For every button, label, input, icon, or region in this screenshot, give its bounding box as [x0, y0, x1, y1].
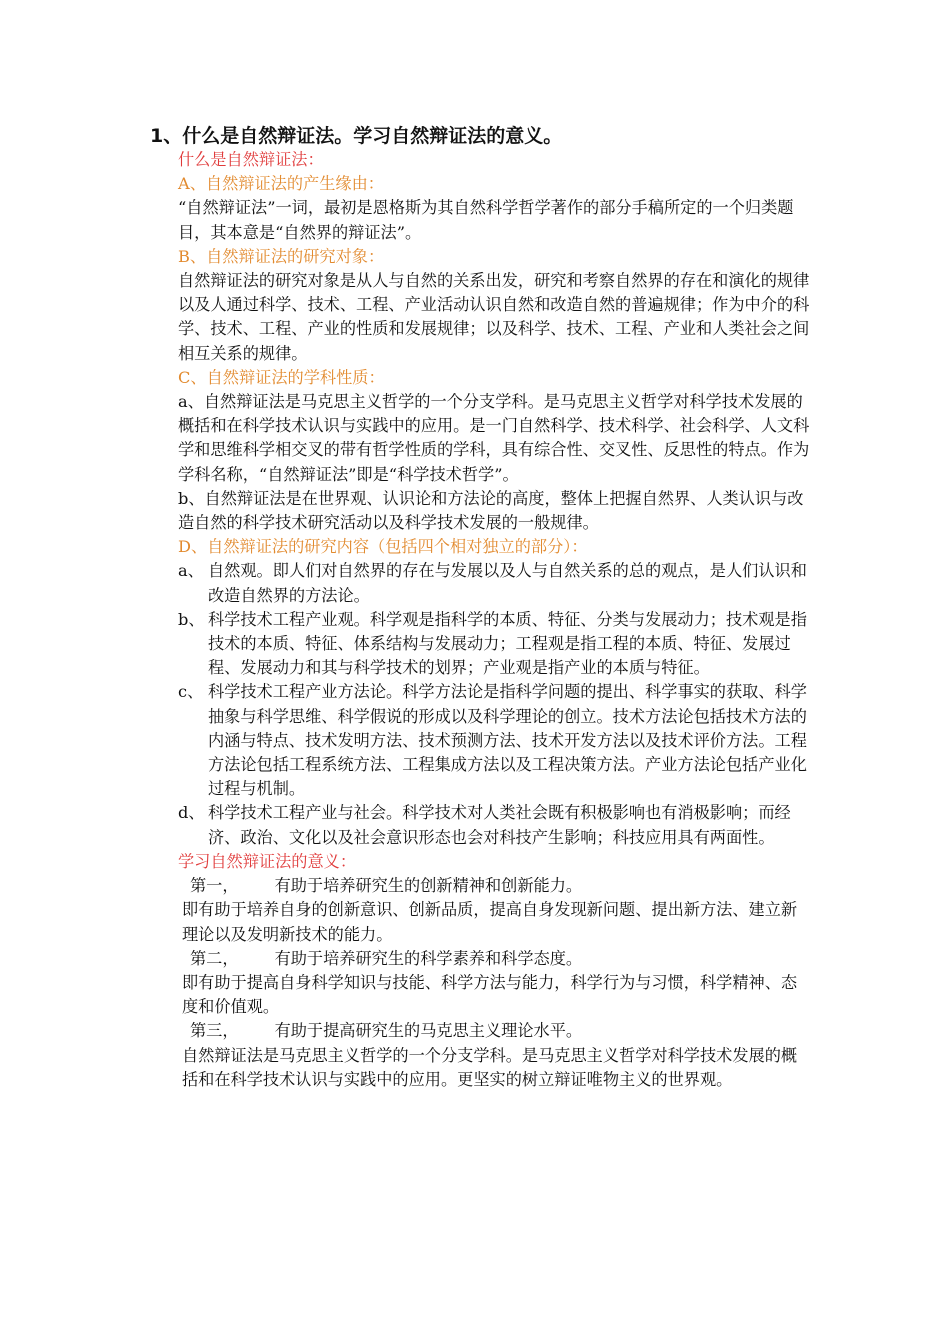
list-item	[178, 801, 810, 849]
meaning-point-text: 即有助于培养自身的创新意识、创新品质，提高自身发现新问题、提出新方法、建立新理论以及发明新技术的能力。	[182, 900, 798, 944]
meaning-point-heading	[190, 947, 810, 971]
section-b-text: 自然辩证法的研究对象是从人与自然的关系出发，研究和考察自然界的存在和演化的规律以及人通过科学、技术、工程、产业活动认识自然和改造自然的普遍规律；作为中介的科学、技术、工程、产业的性质和发展规律；以及科学、技术、工程、产业和人类社会之间相互关系的规律。	[178, 271, 810, 363]
section-a-heading: A、自然辩证法的产生缘由：	[178, 174, 384, 194]
what-heading: 什么是自然辩证法：	[178, 150, 324, 169]
list-item	[178, 559, 810, 607]
list-marker: a、	[178, 561, 204, 581]
meaning-ordinal: 第一，	[190, 876, 239, 896]
meaning-headline: 有助于提高研究生的马克思主义理论水平。	[274, 1021, 583, 1041]
section-c-para-b: b、自然辩证法是在世界观、认识论和方法论的高度，整体上把握自然界、人类认识与改造自然的科学技术研究活动以及科学技术发展的一般规律。	[178, 488, 804, 533]
list-marker: c、	[178, 682, 204, 702]
question-title: 1、什么是自然辩证法。学习自然辩证法的意义。	[150, 125, 563, 147]
section-c-heading: C、自然辩证法的学科性质：	[178, 367, 385, 387]
list-item	[178, 608, 810, 681]
section-a-text: “自然辩证法”一词，最初是恩格斯为其自然科学哲学著作的部分手稿所定的一个归类题目，其本意是“自然界的辩证法”。	[178, 198, 794, 242]
meaning-headline: 有助于培养研究生的科学素养和科学态度。	[274, 948, 583, 968]
meaning-point-text: 自然辩证法是马克思主义哲学的一个分支学科。是马克思主义哲学对科学技术发展的概括和在科学技术认识与实践中的应用。更坚实的树立辩证唯物主义的世界观。	[182, 1045, 798, 1089]
meaning-headline: 有助于培养研究生的创新精神和创新能力。	[274, 876, 583, 896]
list-item-text: 自然观。即人们对自然界的存在与发展以及人与自然关系的总的观点，是人们认识和改造自然界的方法论。	[208, 561, 807, 605]
section-d-heading: D、自然辩证法的研究内容（包括四个相对独立的部分）：	[178, 537, 588, 557]
section-c-para-a: a、自然辩证法是马克思主义哲学的一个分支学科。是马克思主义哲学对科学技术发展的概括和在科学技术认识与实践中的应用。是一门自然科学、技术科学、社会科学、人文科学和思维科学相交叉的带有哲学性质的学科，具有综合性、交叉性、反思性的特点。作为学科名称，“自然辩证法”即是“科学技术哲学”。	[178, 392, 810, 484]
meaning-ordinal: 第三，	[190, 1021, 239, 1041]
list-marker: b、	[178, 609, 205, 629]
meaning-point-heading	[190, 1019, 810, 1043]
list-item	[178, 680, 810, 801]
list-item-text: 科学技术工程产业与社会。科学技术对人类社会既有积极影响也有消极影响；而经济、政治、文化以及社会意识形态也会对科技产生影响；科技应用具有两面性。	[208, 803, 791, 847]
list-item-text: 科学技术工程产业方法论。科学方法论是指科学问题的提出、科学事实的获取、科学抽象与科学思维、科学假说的形成以及科学理论的创立。技术方法论包括技术方法的内涵与特点、技术发明方法、技术预测方法、技术开发方法以及技术评价方法。工程方法论包括工程系统方法、工程集成方法以及工程决策方法。产业方法论包括产业化过程与机制。	[208, 682, 807, 799]
list-marker: d、	[178, 803, 205, 823]
meaning-point-heading	[190, 874, 810, 898]
section-b-heading: B、自然辩证法的研究对象：	[178, 246, 385, 266]
meaning-point-text: 即有助于提高自身科学知识与技能、科学方法与能力，科学行为与习惯，科学精神、态度和价值观。	[182, 972, 798, 1017]
answer-body	[178, 148, 810, 1092]
meaning-ordinal: 第二，	[190, 948, 239, 968]
meaning-heading: 学习自然辩证法的意义：	[178, 851, 357, 871]
list-item-text: 科学技术工程产业观。科学观是指科学的本质、特征、分类与发展动力；技术观是指技术的本质、特征、体系结构与发展动力；工程观是指工程的本质、特征、发展过程、发展动力和其与科学技术的划界；产业观是指产业的本质与特征。	[208, 609, 807, 678]
